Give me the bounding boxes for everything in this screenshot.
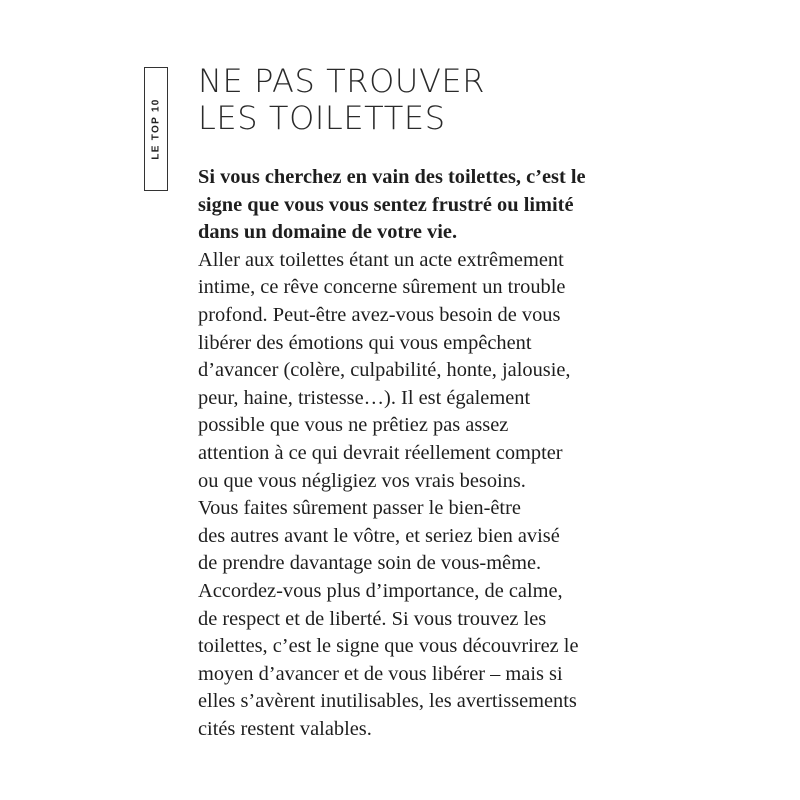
- section-tab: [144, 67, 168, 191]
- body-line: d’avancer (colère, culpabilité, honte, jalousie,: [198, 359, 571, 382]
- intro-line: signe que vous vous sentez frustré ou limité: [198, 193, 574, 216]
- section-tab-label: LE TOP 10: [150, 98, 162, 160]
- body-line: elles s’avèrent inutilisables, les avertissements: [198, 690, 577, 713]
- body-line: profond. Peut-être avez-vous besoin de vous: [198, 303, 561, 326]
- body-line: moyen d’avancer et de vous libérer – mais si: [198, 662, 563, 685]
- body-line: cités restent valables.: [198, 717, 372, 740]
- article-text: [198, 164, 638, 743]
- body-line: de prendre davantage soin de vous-même.: [198, 552, 542, 575]
- body-line: attention à ce qui devrait réellement compter: [198, 441, 563, 464]
- page-title-line-1: NE PAS TROUVER: [198, 62, 486, 100]
- body-line: Vous faites sûrement passer le bien-être: [198, 497, 521, 520]
- body-line: de respect et de liberté. Si vous trouvez les: [198, 607, 547, 630]
- body-line: ou que vous négligiez vos vrais besoins.: [198, 469, 526, 492]
- body-line: Accordez-vous plus d’importance, de calme,: [198, 579, 563, 602]
- body-line: possible que vous ne prêtiez pas assez: [198, 414, 509, 437]
- body-line: libérer des émotions qui vous empêchent: [198, 331, 532, 354]
- page-title-line-2: LES TOILETTES: [198, 99, 446, 137]
- body-line: intime, ce rêve concerne sûrement un trouble: [198, 276, 566, 299]
- body-line: peur, haine, tristesse…). Il est également: [198, 386, 531, 409]
- body-line: Aller aux toilettes étant un acte extrêmement: [198, 248, 564, 271]
- page-title: [198, 63, 638, 137]
- body-line: des autres avant le vôtre, et seriez bien avisé: [198, 524, 560, 547]
- intro-line: dans un domaine de votre vie.: [198, 221, 458, 244]
- body-line: toilettes, c’est le signe que vous découvrirez le: [198, 635, 579, 658]
- intro-line: Si vous cherchez en vain des toilettes, c’est le: [198, 166, 586, 188]
